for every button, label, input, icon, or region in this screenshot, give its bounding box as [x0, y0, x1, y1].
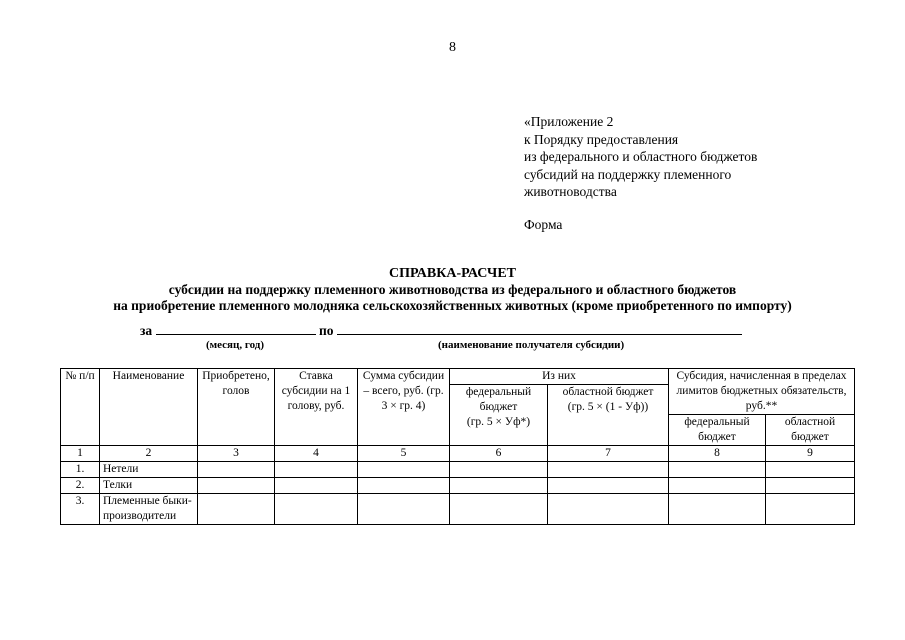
title-line-1: субсидии на поддержку племенного животноводства из федерального и областного бюджетов — [168, 282, 737, 297]
header-sum: Сумма субсидии – всего, руб. (гр. 3 × гр. 4) — [358, 369, 450, 446]
cell-rate[interactable] — [275, 462, 358, 478]
column-number: 6 — [450, 446, 548, 462]
cell-accrued-regional[interactable] — [766, 494, 855, 525]
cell-accrued-federal[interactable] — [669, 478, 766, 494]
row-name: Племенные быки-производители — [100, 494, 198, 525]
row-num: 2. — [61, 478, 100, 494]
header-federal-label: федеральный бюджет — [465, 386, 532, 413]
appendix-header — [524, 113, 757, 201]
column-number: 4 — [275, 446, 358, 462]
header-acquired: Приобретено, голов — [198, 369, 275, 446]
table-row — [61, 494, 855, 525]
document-title — [0, 265, 905, 314]
row-name: Телки — [100, 478, 198, 494]
header-federal-formula: (гр. 5 × Уф*) — [466, 416, 531, 428]
column-number: 9 — [766, 446, 855, 462]
title-line-2: на приобретение племенного молодняка сельскохозяйственных животных (кроме приобретенного по импорту) — [113, 298, 792, 313]
row-num: 3. — [61, 494, 100, 525]
cell-sum[interactable] — [358, 462, 450, 478]
table-row — [61, 462, 855, 478]
period-middle: по — [318, 323, 334, 338]
header-regional — [548, 385, 669, 446]
cell-federal[interactable] — [450, 478, 548, 494]
recipient-name-field[interactable] — [337, 322, 742, 335]
cell-rate[interactable] — [275, 494, 358, 525]
row-num: 1. — [61, 462, 100, 478]
period-prefix: за — [140, 323, 153, 338]
appendix-line: к Порядку предоставления — [524, 131, 679, 147]
period-line — [140, 322, 742, 339]
header-accrued-regional: областной бюджет — [766, 415, 855, 446]
cell-rate[interactable] — [275, 478, 358, 494]
appendix-line: из федерального и областного бюджетов — [524, 149, 758, 164]
cell-accrued-federal[interactable] — [669, 494, 766, 525]
column-number: 8 — [669, 446, 766, 462]
header-regional-label: областной бюджет — [562, 386, 654, 398]
column-number: 2 — [100, 446, 198, 462]
header-accrued-federal: федеральный бюджет — [669, 415, 766, 446]
row-name: Нетели — [100, 462, 198, 478]
cell-acquired[interactable] — [198, 462, 275, 478]
month-year-field[interactable] — [156, 322, 316, 335]
cell-regional[interactable] — [548, 462, 669, 478]
column-number: 5 — [358, 446, 450, 462]
page-number: 8 — [449, 40, 456, 55]
header-rate: Ставка субсидии на 1 голову, руб. — [275, 369, 358, 446]
title-main: СПРАВКА-РАСЧЕТ — [388, 266, 517, 281]
header-accrued: Субсидия, начисленная в пределах лимитов бюджетных обязательств, руб.** — [669, 369, 855, 415]
appendix-line: животноводства — [524, 184, 617, 199]
cell-sum[interactable] — [358, 494, 450, 525]
column-number: 7 — [548, 446, 669, 462]
form-label: Форма — [524, 217, 563, 232]
header-regional-formula: (гр. 5 × (1 - Уф)) — [567, 401, 649, 413]
month-year-hint: (месяц, год) — [206, 339, 264, 351]
table-row — [61, 478, 855, 494]
appendix-line: субсидий на поддержку племенного — [524, 166, 732, 182]
column-number-row — [61, 446, 855, 462]
column-number: 1 — [61, 446, 100, 462]
header-num: № п/п — [61, 369, 100, 446]
cell-acquired[interactable] — [198, 494, 275, 525]
header-of-which: Из них — [450, 369, 669, 385]
cell-sum[interactable] — [358, 478, 450, 494]
cell-accrued-regional[interactable] — [766, 478, 855, 494]
header-federal — [450, 385, 548, 446]
column-number: 3 — [198, 446, 275, 462]
cell-regional[interactable] — [548, 494, 669, 525]
recipient-hint: (наименование получателя субсидии) — [438, 339, 625, 351]
cell-regional[interactable] — [548, 478, 669, 494]
header-name: Наименование — [100, 369, 198, 446]
cell-acquired[interactable] — [198, 478, 275, 494]
cell-federal[interactable] — [450, 494, 548, 525]
appendix-line: «Приложение 2 — [524, 114, 614, 129]
cell-accrued-federal[interactable] — [669, 462, 766, 478]
cell-federal[interactable] — [450, 462, 548, 478]
subsidy-table — [60, 368, 855, 525]
cell-accrued-regional[interactable] — [766, 462, 855, 478]
